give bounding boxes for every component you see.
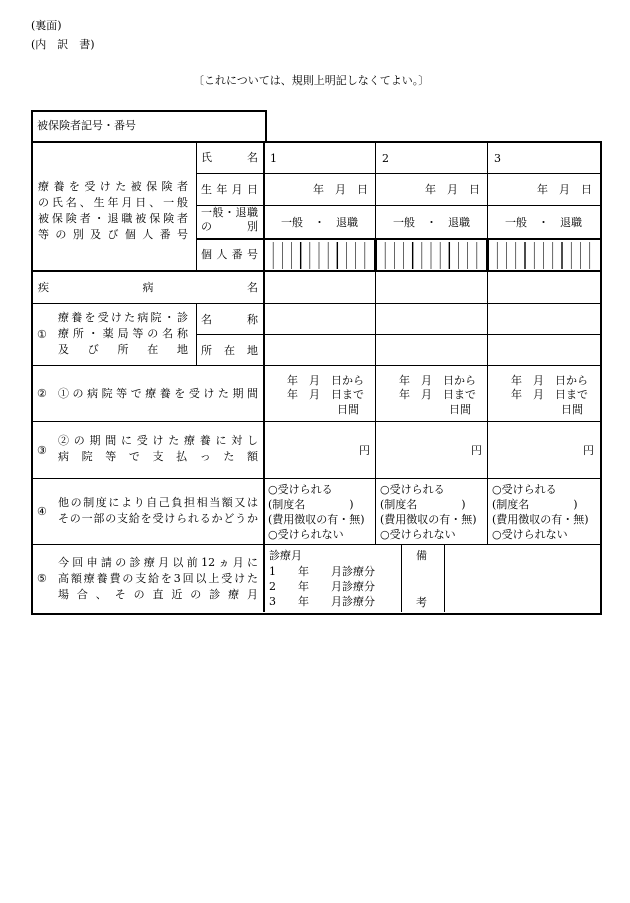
column-3-other-yes[interactable]: ○受けられる — [492, 483, 557, 496]
column-3-period-from[interactable]: 年 月 日から — [511, 374, 588, 387]
column-1-other-system[interactable]: (制度名 ) — [268, 498, 354, 511]
hospital-name-label: 名 称 — [201, 313, 258, 326]
insured-number-label: 被保険者記号・番号 — [37, 119, 136, 132]
column-2-category[interactable]: 一般 ・ 退職 — [393, 216, 470, 229]
column-3-category[interactable]: 一般 ・ 退職 — [505, 216, 582, 229]
column-1-other-no[interactable]: ○受けられない — [268, 528, 344, 541]
shinryo-row-2: 2 年 月診療分 — [269, 580, 375, 593]
person-block-label: 療養を受けた被保険者 の氏名、生年月日、一般 被保険者・退職被保険者 等の別及び個人番号 — [38, 180, 188, 241]
circle-4: ④ — [37, 505, 47, 518]
form-title: (内 訳 書) — [31, 38, 95, 51]
column-2-period-from[interactable]: 年 月 日から — [399, 374, 476, 387]
column-1-other-yes[interactable]: ○受けられる — [268, 483, 333, 496]
circle-3: ③ — [37, 444, 47, 457]
column-2-period-days[interactable]: 日間 — [449, 403, 471, 416]
form-note: 〔これについては、規則上明記しなくてよい。〕 — [193, 74, 430, 87]
hospital-block-label: 療養を受けた病院・診 療所・薬局等の名称 及び所在地 — [58, 311, 188, 356]
column-1-number: 1 — [270, 152, 277, 165]
hospital-address-label: 所在地 — [201, 344, 258, 357]
column-3-period-days[interactable]: 日間 — [561, 403, 583, 416]
column-2-birth[interactable]: 年 月 日 — [425, 183, 480, 196]
column-1-birth[interactable]: 年 月 日 — [313, 183, 368, 196]
column-2-other-fee[interactable]: (費用徴収の有・無) — [380, 513, 477, 526]
column-3-other-system[interactable]: (制度名 ) — [492, 498, 578, 511]
side-label: (裏面) — [31, 19, 62, 32]
column-1-period-days[interactable]: 日間 — [337, 403, 359, 416]
mynumber-grid — [264, 240, 600, 271]
circle-5: ⑤ — [37, 572, 47, 585]
column-1-category[interactable]: 一般 ・ 退職 — [281, 216, 358, 229]
column-2-period-to[interactable]: 年 月 日まで — [399, 388, 476, 401]
paid-label: ②の期間に受けた療養に対し 病院等で支払った額 — [58, 434, 258, 463]
mynumber-label: 個人番号 — [201, 248, 258, 261]
column-1-period-from[interactable]: 年 月 日から — [287, 374, 364, 387]
circle-1: ① — [37, 328, 47, 341]
column-1-yen[interactable]: 円 — [359, 444, 370, 457]
shinryo-row-3: 3 年 月診療分 — [269, 595, 375, 608]
remarks-top: 備 — [416, 549, 427, 562]
column-1-period-to[interactable]: 年 月 日まで — [287, 388, 364, 401]
name-label: 氏 名 — [201, 151, 258, 164]
column-3-period-to[interactable]: 年 月 日まで — [511, 388, 588, 401]
column-1-other-fee[interactable]: (費用徴収の有・無) — [268, 513, 365, 526]
column-2-number: 2 — [382, 152, 389, 165]
period-label: ①の病院等で療養を受けた期間 — [58, 387, 258, 400]
circle-2: ② — [37, 387, 47, 400]
remarks-bottom: 考 — [416, 596, 427, 609]
column-2-yen[interactable]: 円 — [471, 444, 482, 457]
high-cost-label: 今回申請の診療月以前12ヵ月に 高額療養費の支給を3回以上受けた 場合、その直近の診療月 — [58, 556, 258, 601]
column-3-other-fee[interactable]: (費用徴収の有・無) — [492, 513, 589, 526]
column-2-other-system[interactable]: (制度名 ) — [380, 498, 466, 511]
column-3-birth[interactable]: 年 月 日 — [537, 183, 592, 196]
disease-label: 疾 病 名 — [38, 281, 258, 294]
birth-label: 生年月日 — [201, 183, 258, 196]
category-label: 一般・退職 の 別 — [201, 206, 258, 233]
column-3-number: 3 — [494, 152, 501, 165]
column-2-other-no[interactable]: ○受けられない — [380, 528, 456, 541]
shinryo-row-1: 1 年 月診療分 — [269, 565, 375, 578]
other-label: 他の制度により自己負担相当額又は その一部の支給を受けられるかどうか — [58, 496, 258, 525]
shinryo-title: 診療月 — [269, 549, 302, 562]
column-3-other-no[interactable]: ○受けられない — [492, 528, 568, 541]
column-2-other-yes[interactable]: ○受けられる — [380, 483, 445, 496]
column-3-yen[interactable]: 円 — [583, 444, 594, 457]
